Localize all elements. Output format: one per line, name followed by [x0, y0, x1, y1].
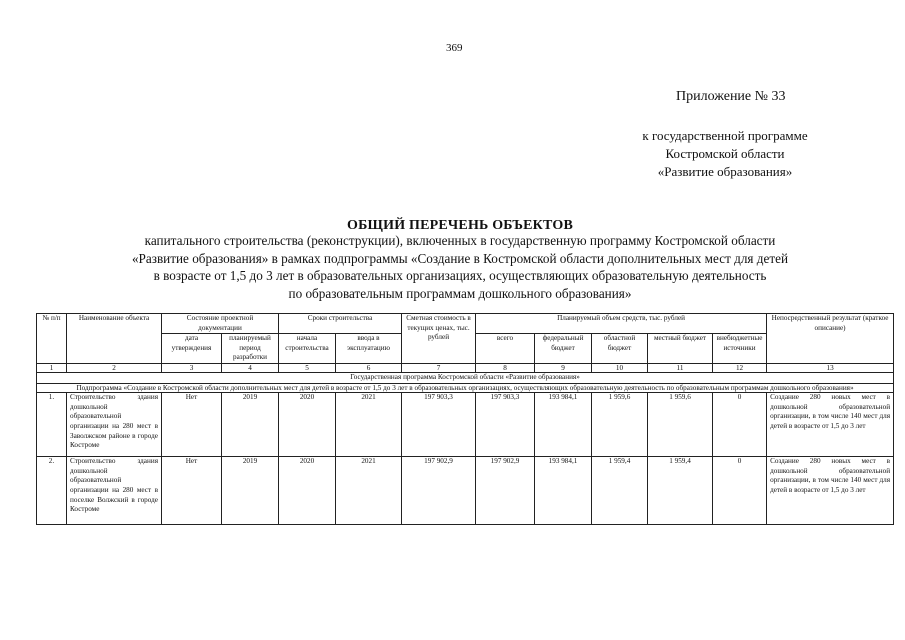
subprogram-row: [37, 383, 894, 393]
column-number: 10: [592, 363, 648, 372]
column-number: 1: [37, 363, 67, 372]
row-commissioning: 2021: [336, 393, 402, 457]
header-local: местный бюджет: [648, 334, 713, 364]
appendix-line: к государственной программе: [642, 128, 808, 143]
appendix-line: «Развитие образования»: [657, 164, 793, 179]
row-extrabudget: 0: [713, 457, 767, 525]
row-approval-date: Нет: [162, 457, 222, 525]
row-local: 1 959,4: [648, 457, 713, 525]
table-row: [37, 457, 894, 525]
header-planned-period: планируемый период разработки: [222, 334, 279, 364]
column-number: 5: [279, 363, 336, 372]
subtitle-line: в возрасте от 1,5 до 3 лет в образовательных организациях, осуществляющих образовательную деятельность: [153, 268, 767, 284]
header-regional: областной бюджет: [592, 334, 648, 364]
row-commissioning: 2021: [336, 457, 402, 525]
column-number: 4: [222, 363, 279, 372]
column-number: 7: [402, 363, 476, 372]
row-planned-period: 2019: [222, 393, 279, 457]
column-number: 2: [67, 363, 162, 372]
header-construction-terms: Сроки строительства: [279, 314, 402, 334]
header-commissioning: ввода в эксплуатацию: [336, 334, 402, 364]
column-number: 11: [648, 363, 713, 372]
row-start: 2020: [279, 393, 336, 457]
appendix-number: Приложение № 33: [676, 89, 786, 104]
row-start: 2020: [279, 457, 336, 525]
appendix-line: Костромской области: [665, 146, 785, 161]
header-extrabudget: внебюджетные источники: [713, 334, 767, 364]
subtitle-line: по образовательным программам дошкольного образования»: [288, 285, 632, 301]
column-number: 3: [162, 363, 222, 372]
header-federal: федеральный бюджет: [535, 334, 592, 364]
header-total: всего: [476, 334, 535, 364]
header-estimated-cost: Сметная стоимость в текущих ценах, тыс. рублей: [402, 314, 476, 364]
header-start: начала строительства: [279, 334, 336, 364]
column-number-row: [37, 363, 894, 372]
program-title: Государственная программа Костромской области «Развитие образования»: [37, 372, 894, 383]
column-number: 12: [713, 363, 767, 372]
page-number: 369: [446, 42, 463, 54]
header-name: Наименование объекта: [67, 314, 162, 364]
row-extrabudget: 0: [713, 393, 767, 457]
header-num: № п/п: [37, 314, 67, 364]
row-num: 2.: [37, 457, 67, 525]
row-num: 1.: [37, 393, 67, 457]
row-result: Создание 280 новых мест в дошкольной образовательной организации, в том числе 140 мест для детей в возрасте от 1,5 до 3 лет: [767, 393, 894, 457]
row-total: 197 902,9: [476, 457, 535, 525]
document-title: ОБЩИЙ ПЕРЕЧЕНЬ ОБЪЕКТОВ: [347, 218, 573, 233]
row-regional: 1 959,4: [592, 457, 648, 525]
program-row: [37, 372, 894, 383]
column-number: 8: [476, 363, 535, 372]
column-number: 6: [336, 363, 402, 372]
row-approval-date: Нет: [162, 393, 222, 457]
header-result: Непосредственный результат (краткое описание): [767, 314, 894, 364]
document-subtitle: [60, 232, 860, 302]
header-approval-date: дата утверждения: [162, 334, 222, 364]
objects-table: [36, 313, 894, 525]
row-regional: 1 959,6: [592, 393, 648, 457]
subprogram-title: Подпрограмма «Создание в Костромской области дополнительных мест для детей в возрасте от 1,5 до 3 лет в образовательных организациях, осуществляющих образовательную деятельность по образовательным программам дошкольного образования»: [37, 383, 894, 393]
row-local: 1 959,6: [648, 393, 713, 457]
table-header-row: [37, 314, 894, 334]
row-result: Создание 280 новых мест в дошкольной образовательной организации, в том числе 140 мест для детей в возрасте от 1,5 до 3 лет: [767, 457, 894, 525]
column-number: 9: [535, 363, 592, 372]
row-federal: 193 984,1: [535, 457, 592, 525]
row-object-name: Строительство здания дошкольной образовательной организации на 280 мест в поселке Волжский в городе Костроме: [67, 457, 162, 525]
row-federal: 193 984,1: [535, 393, 592, 457]
header-planned-funds: Планируемый объем средств, тыс. рублей: [476, 314, 767, 334]
column-number: 13: [767, 363, 894, 372]
row-planned-period: 2019: [222, 457, 279, 525]
row-total: 197 903,3: [476, 393, 535, 457]
subtitle-line: капитального строительства (реконструкции), включенных в государственную программу Костромской области: [144, 233, 776, 248]
row-estimated-cost: 197 903,3: [402, 393, 476, 457]
row-estimated-cost: 197 902,9: [402, 457, 476, 525]
appendix-reference: [560, 127, 890, 181]
subtitle-line: «Развитие образования» в рамках подпрограммы «Создание в Костромской области дополнительных мест для детей: [131, 250, 789, 266]
table-row: [37, 393, 894, 457]
header-design-state: Состояние проектной документации: [162, 314, 279, 334]
row-object-name: Строительство здания дошкольной образовательной организации на 280 мест в Заволжском районе в городе Костроме: [67, 393, 162, 457]
